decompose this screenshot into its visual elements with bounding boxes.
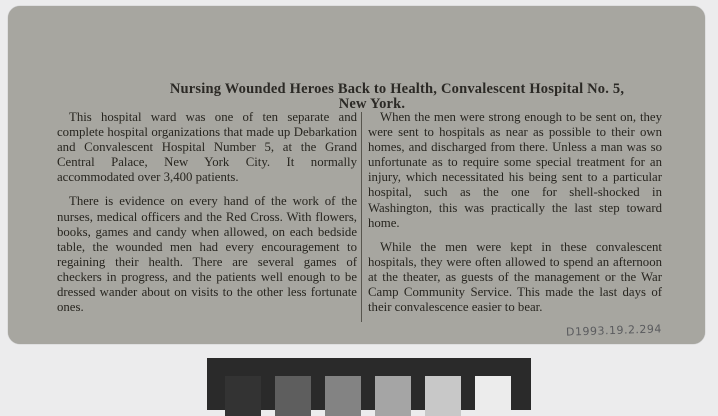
left-column [57, 110, 357, 324]
title-line-1: Nursing Wounded Heroes Back to Health, Convalescent Hospital No. 5, [169, 81, 625, 97]
right-column [368, 110, 662, 324]
left-paragraph-1: This hospital ward was one of ten separate and complete hospital organizations that made up Debarkation and Convalescent Hospital Number 5, at the Grand Central Palace, New York City. It normally accommodated over 3,400 patients. [57, 110, 357, 185]
catalog-number: D1993.19.2.294 [565, 322, 663, 339]
left-paragraph-2: There is evidence on every hand of the work of the nurses, medical officers and the Red Cross. With flowers, books, games and candy when allowed, on each bedside table, the wounded men had every encouragement to regaining their health. There are several games of checkers in progress, and the patients well enough to be dressed wander about on visits to the other less fortunate ones. [57, 194, 357, 315]
gray-swatch-4 [375, 376, 411, 416]
gray-swatch-5 [425, 376, 461, 416]
gray-swatch-6 [475, 376, 511, 416]
gray-swatch-3 [325, 376, 361, 416]
grayscale-calibration-strip [207, 358, 531, 410]
right-paragraph-2: While the men were kept in these convalescent hospitals, they were often allowed to spend an afternoon at the theater, as guests of the management or the War Camp Community Service. This made the last days of their convalescence easier to bear. [368, 239, 662, 315]
column-divider [361, 112, 362, 322]
card-title [88, 82, 648, 112]
title-line-2: New York. [338, 96, 406, 112]
gray-swatch-1 [225, 376, 261, 416]
right-paragraph-1: When the men were strong enough to be sent on, they were sent to hospitals as near as possible to their own homes, and discharged from there. Unless a man was so unfortunate as to require some special treatment for an injury, which necessitated his being sent to a particular hospital, such as the one for shell-shocked in Washington, this was practically the last step toward home. [368, 110, 662, 230]
gray-swatch-2 [275, 376, 311, 416]
